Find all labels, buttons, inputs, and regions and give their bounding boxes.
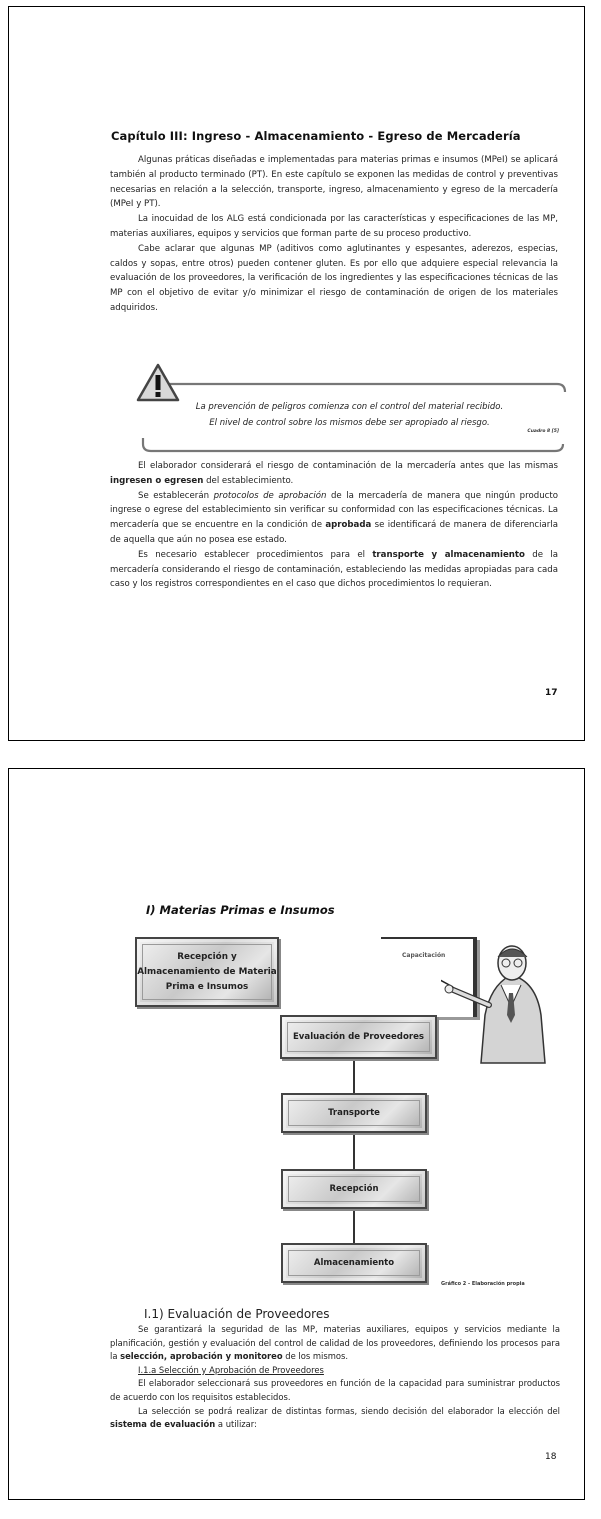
box-recepcion: [281, 1169, 427, 1209]
page-number: 18: [545, 1452, 557, 1462]
connector-line: [353, 1132, 355, 1170]
subheading: I.1.a Selección y Aprobación de Proveedores: [138, 1364, 324, 1375]
box-label: Almacenamiento: [313, 1258, 395, 1268]
box-transporte: [281, 1093, 427, 1133]
connector-line: [353, 1207, 355, 1243]
paragraph: El elaborador seleccionará sus proveedores en función de la capacidad para suministrar productos de acuerdo con los requisitos establecidos.: [110, 1378, 560, 1402]
paragraph: La selección se podrá realizar de distintas formas, siendo decisión del elaborador la elección del sistema de evaluación a utilizar:: [110, 1405, 560, 1430]
chapter-heading: Capítulo III: Ingreso - Almacenamiento - Egreso de Mercadería: [111, 129, 521, 143]
box-evaluacion-proveedores: [280, 1015, 437, 1059]
section-text: [110, 1323, 560, 1432]
document-page-18: [8, 768, 585, 1500]
callout-line: La prevención de peligros comienza con el control del material recibido.: [195, 402, 504, 412]
box-almacenamiento: [281, 1243, 427, 1283]
box-label: Recepción: [329, 1184, 379, 1194]
paragraph: Se establecerán protocolos de aprobación de la mercadería de manera que ningún producto ingrese o egrese del establecimiento sin verificar su conformidad con las especificaciones técnicas. La mercadería que se encuentre en la condición de aprobada se identificará de manera de diferenciarla de aquella que aún no posea ese estado.: [110, 490, 558, 545]
box-label: Recepción y Almacenamiento de Materia Prima e Insumos: [137, 951, 277, 992]
graph-caption: Gráfico 2 - Elaboración propia: [441, 1281, 525, 1287]
callout-text: [137, 399, 562, 431]
warning-icon: [135, 362, 181, 404]
paragraph: Se garantizará la seguridad de las MP, materias auxiliares, equipos y servicios mediante la planificación, gestión y evaluación del control de calidad de los proveedores, definiendo los procesos para la selección, aprobación y monitoreo de los mismos.: [110, 1324, 560, 1362]
closing-text: [110, 459, 558, 592]
box-label: Evaluación de Proveedores: [292, 1032, 425, 1042]
warning-callout: [137, 362, 567, 458]
callout-line: El nivel de control sobre los mismos debe ser apropiado al riesgo.: [209, 418, 490, 428]
box-recepcion-almacenamiento: [135, 937, 279, 1007]
board-label: Capacitación: [402, 952, 446, 959]
paragraph: Algunas práticas diseñadas e implementadas para materias primas e insumos (MPeI) se aplicará también al producto terminado (PT). En este capítulo se exponen las medidas de control y preventivas necesarias en relación a la selección, transporte, ingreso, almacenamiento y egreso de la mercadería (MPeI y PT).: [110, 155, 558, 210]
paragraph: El elaborador considerará el riesgo de contaminación de la mercadería antes que las mismas ingresen o egresen del establecimiento.: [110, 461, 558, 486]
intro-text: [110, 153, 558, 316]
box-label: Transporte: [328, 1108, 380, 1118]
paragraph: La inocuidad de los ALG está condicionada por las características y especificaciones de las MP, materias auxiliares, equipos y servicios que forman parte de su proceso productivo.: [110, 214, 558, 239]
connector-line: [353, 1059, 355, 1093]
document-page-17: [8, 6, 585, 741]
page-number: 17: [545, 688, 558, 698]
diagram-title: I) Materias Primas e Insumos: [146, 903, 335, 917]
callout-caption: Cuadro 8 [5]: [527, 429, 559, 434]
paragraph: Cabe aclarar que algunas MP (aditivos como aglutinantes y espesantes, aderezos, especias, caldos y sopas, entre otros) pueden contener gluten. Es por ello que adquiere especial relevancia la evaluación de los proveedores, la verificación de los ingredientes y las especificaciones técnicas de las MP con el objetivo de evitar y/o minimizar el riesgo de contaminación de origen de los materiales adquiridos.: [110, 243, 558, 313]
paragraph: Es necesario establecer procedimientos para el transporte y almacenamiento de la mercadería considerando el riesgo de contaminación, estableciendo las medidas apropiadas para cada caso y los registros correspondientes en el caso que dichos procedimientos lo requieran.: [110, 549, 558, 590]
section-title: I.1) Evaluación de Proveedores: [144, 1307, 330, 1321]
presenter-illustration: [441, 945, 551, 1065]
